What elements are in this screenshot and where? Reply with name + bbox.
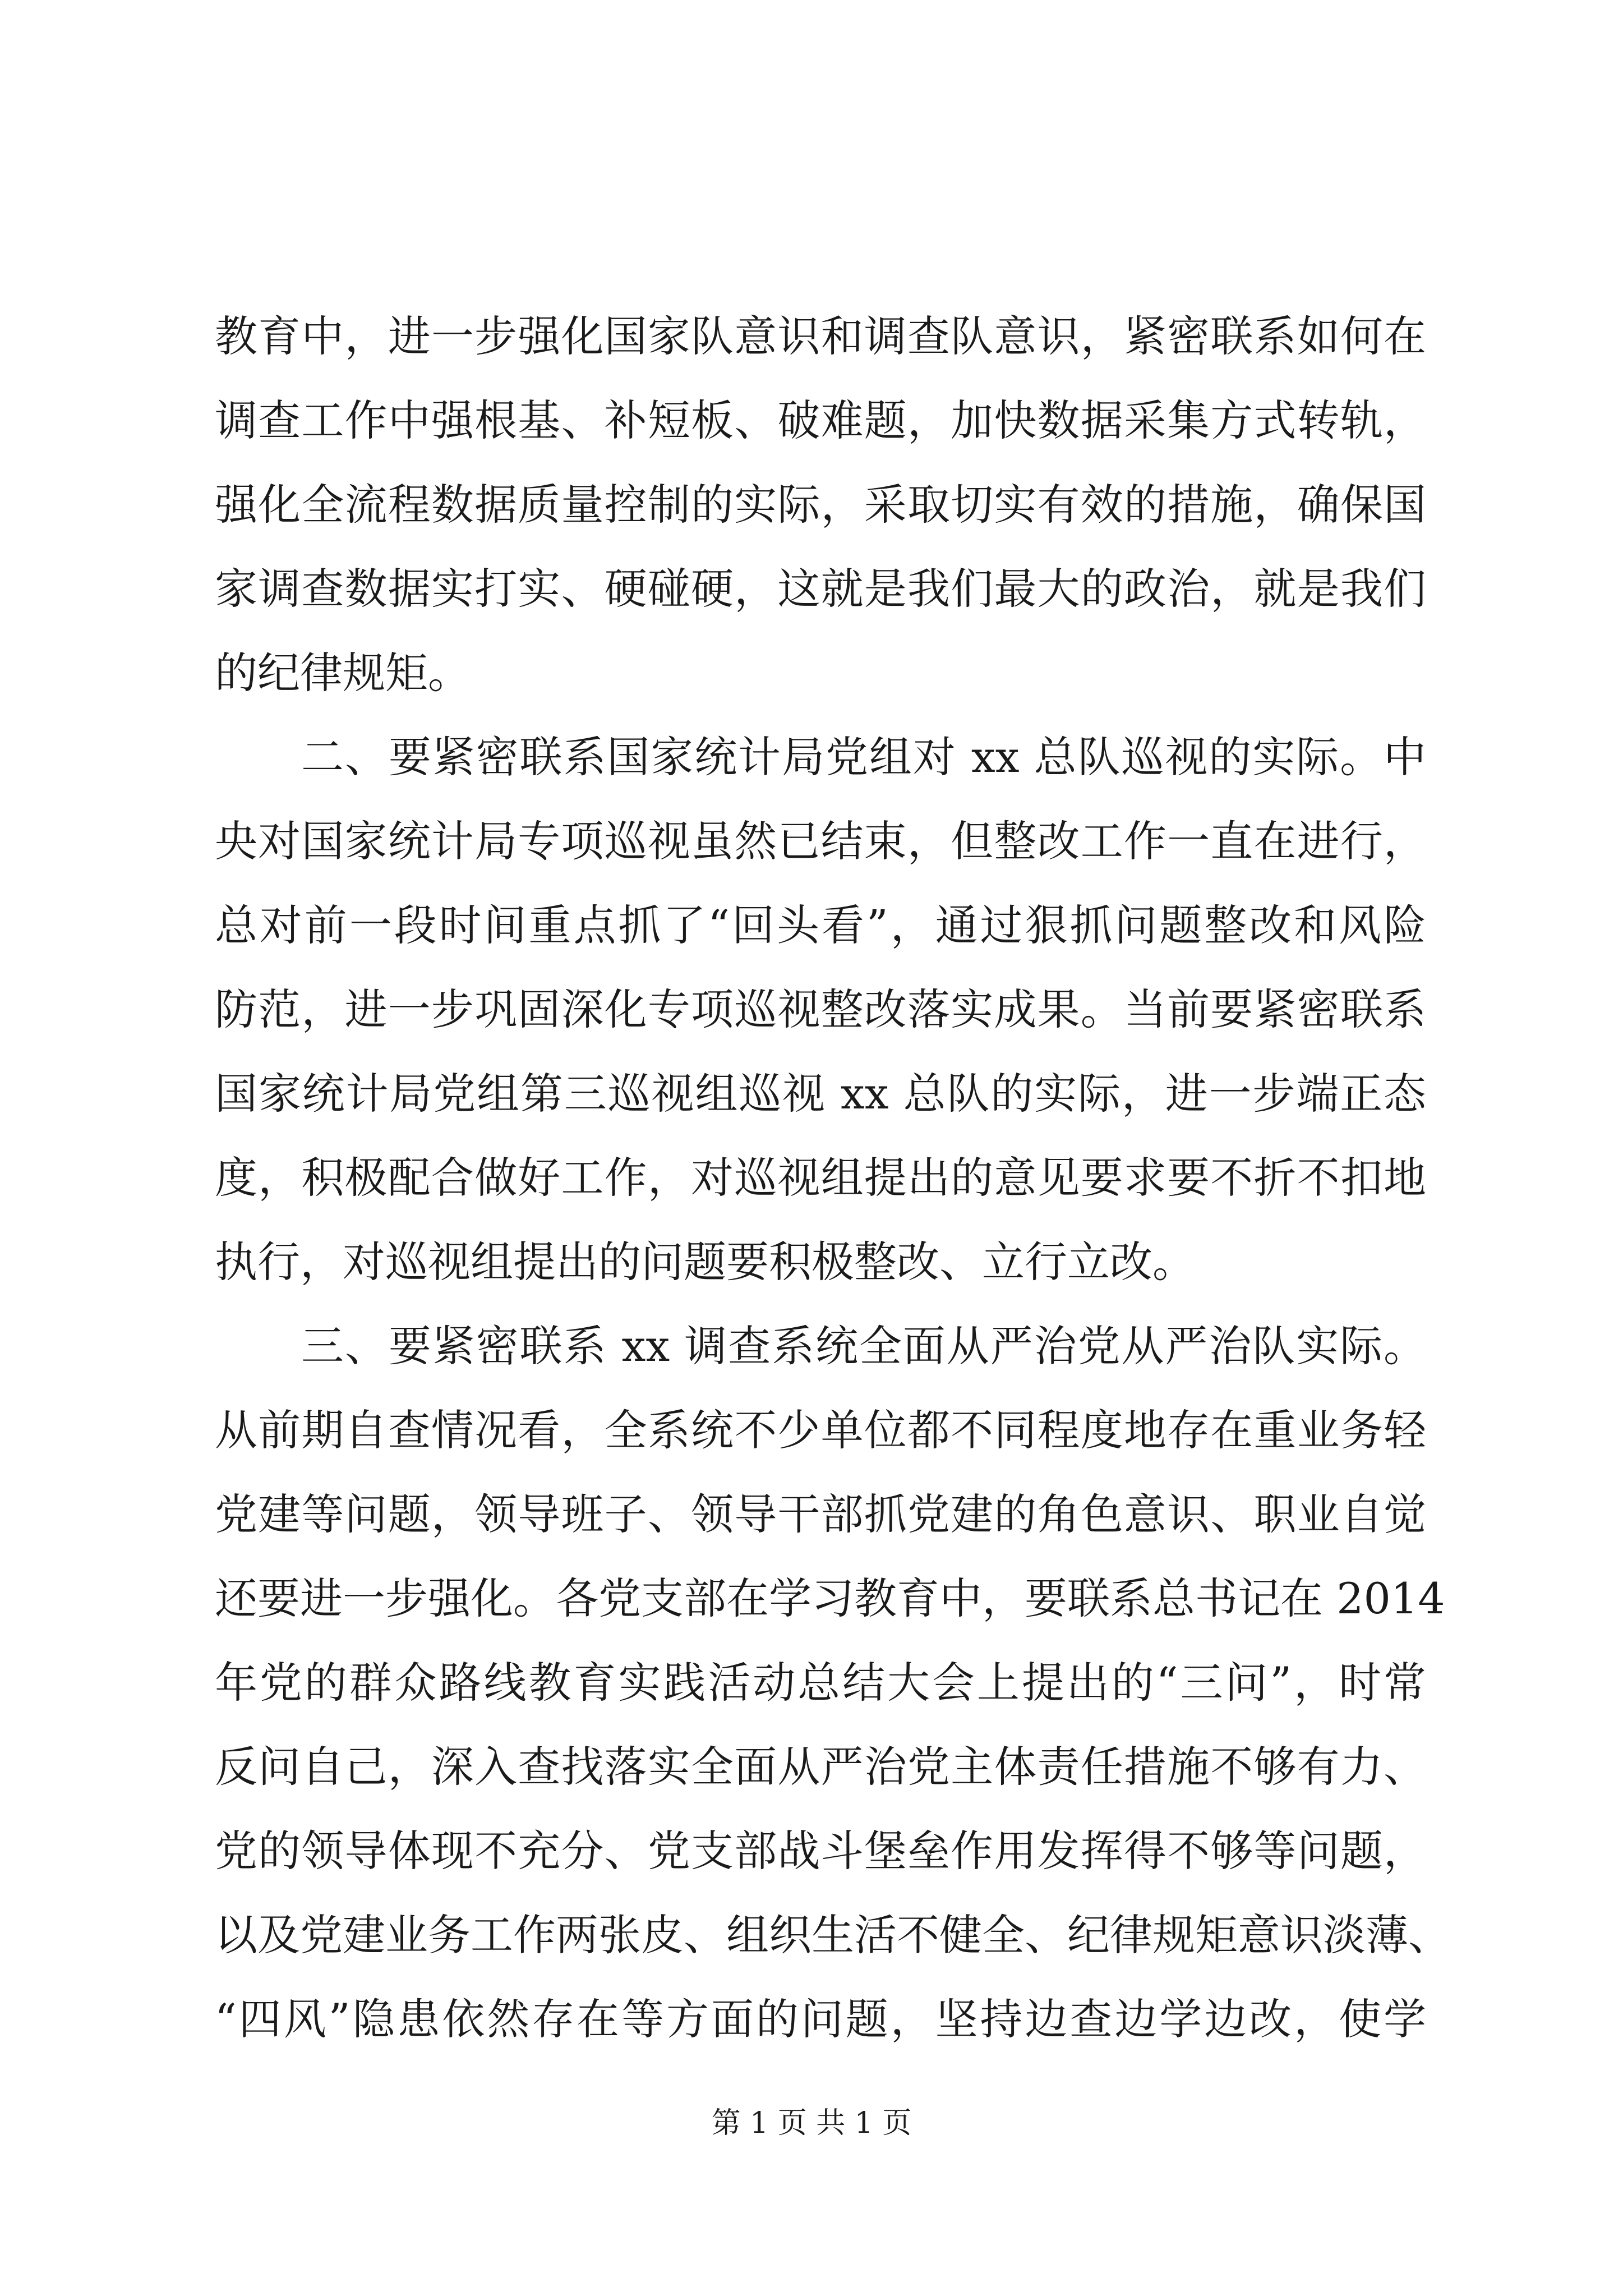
paragraph-line: 的纪律规矩。: [215, 648, 471, 698]
paragraph-line: “四风”隐患依然存在等方面的问题，坚持边查边学边改，使学: [215, 1994, 1426, 2044]
paragraph-line: 防范，进一步巩固深化专项巡视整改落实成果。当前要紧密联系: [215, 984, 1426, 1034]
paragraph-line: 年党的群众路线教育实践活动总结大会上提出的“三问”，时常: [215, 1658, 1426, 1708]
section-heading-line: 二、要紧密联系国家统计局党组对 xx 总队巡视的实际。中: [301, 732, 1426, 782]
paragraph-line: 强化全流程数据质量控制的实际，采取切实有效的措施，确保国: [215, 480, 1426, 530]
paragraph-line: 家调查数据实打实、硬碰硬，这就是我们最大的政治，就是我们: [215, 564, 1426, 614]
section-heading-line: 三、要紧密联系 xx 调查系统全面从严治党从严治队实际。: [301, 1321, 1426, 1371]
paragraph-line: 反问自己，深入查找落实全面从严治党主体责任措施不够有力、: [215, 1742, 1426, 1792]
paragraph-line: 党建等问题，领导班子、领导干部抓党建的角色意识、职业自觉: [215, 1489, 1426, 1539]
paragraph-line: 党的领导体现不充分、党支部战斗堡垒作用发挥得不够等问题，: [215, 1826, 1426, 1876]
paragraph-line: 从前期自查情况看，全系统不少单位都不同程度地存在重业务轻: [215, 1405, 1426, 1455]
paragraph-line: 教育中，进一步强化国家队意识和调查队意识，紧密联系如何在: [215, 311, 1426, 361]
paragraph-line: 国家统计局党组第三巡视组巡视 xx 总队的实际，进一步端正态: [215, 1069, 1426, 1119]
paragraph-line: 央对国家统计局专项巡视虽然已结束，但整改工作一直在进行，: [215, 816, 1426, 866]
paragraph-line: 还要进一步强化。各党支部在学习教育中，要联系总书记在 2014: [215, 1573, 1445, 1623]
paragraph-line: 执行，对巡视组提出的问题要积极整改、立行立改。: [215, 1237, 1195, 1287]
paragraph-line: 度，积极配合做好工作，对巡视组提出的意见要求要不折不扣地: [215, 1153, 1426, 1203]
page-footer: 第 1 页 共 1 页: [711, 2106, 912, 2140]
paragraph-line: 总对前一段时间重点抓了“回头看”，通过狠抓问题整改和风险: [215, 900, 1426, 950]
paragraph-line: 调查工作中强根基、补短板、破难题，加快数据采集方式转轨，: [215, 395, 1426, 445]
paragraph-line: 以及党建业务工作两张皮、组织生活不健全、纪律规矩意识淡薄、: [215, 1910, 1451, 1960]
